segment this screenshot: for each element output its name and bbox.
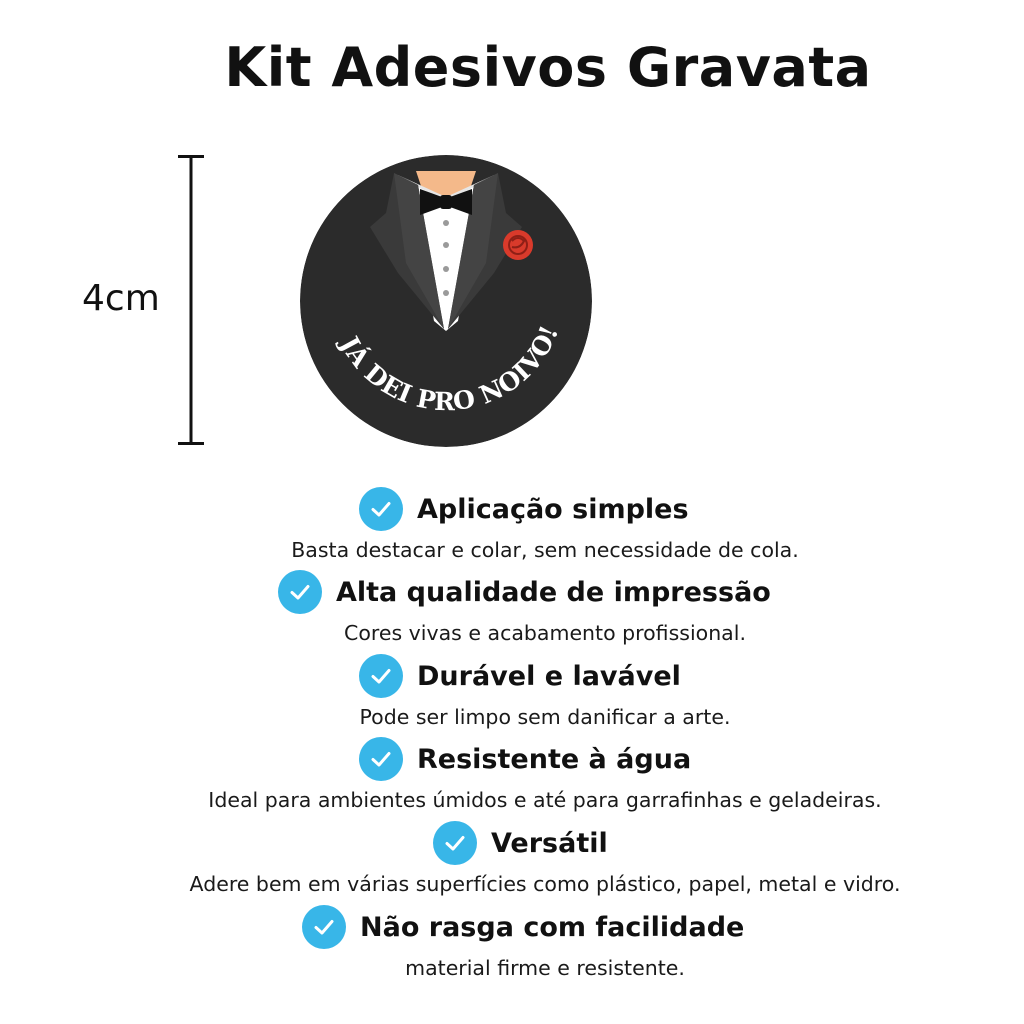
feature-description: Basta destacar e colar, sem necessidade de cola.: [291, 538, 799, 562]
check-icon: [433, 821, 477, 865]
sticker-text: JÁ DEI PRO NOIVO!: [334, 321, 565, 417]
feature-item: [433, 820, 608, 866]
feature-title: Aplicação simples: [417, 493, 689, 525]
sticker-image: [298, 153, 594, 449]
feature-title: Versátil: [491, 827, 608, 859]
page-title: Kit Adesivos Gravata: [224, 36, 872, 99]
feature-item: [359, 486, 689, 532]
feature-description: material firme e resistente.: [405, 956, 685, 980]
feature-item: [278, 569, 771, 615]
feature-item: [302, 904, 744, 950]
feature-description: Cores vivas e acabamento profissional.: [344, 621, 746, 645]
feature-item: [359, 653, 681, 699]
dimension-bracket: [176, 155, 206, 445]
feature-title: Não rasga com facilidade: [360, 911, 745, 943]
check-icon: [359, 737, 403, 781]
feature-title: Resistente à água: [417, 743, 692, 775]
check-icon: [278, 570, 322, 614]
check-icon: [359, 654, 403, 698]
dimension-label: 4cm: [82, 278, 160, 319]
feature-description: Pode ser limpo sem danificar a arte.: [359, 705, 731, 729]
feature-description: Adere bem em várias superfícies como plástico, papel, metal e vidro.: [189, 872, 901, 896]
feature-description: Ideal para ambientes úmidos e até para garrafinhas e geladeiras.: [208, 788, 882, 812]
check-icon: [302, 905, 346, 949]
feature-title: Alta qualidade de impressão: [336, 576, 771, 608]
rose-icon: [503, 230, 533, 260]
check-icon: [359, 487, 403, 531]
feature-title: Durável e lavável: [417, 660, 681, 692]
feature-item: [359, 736, 691, 782]
